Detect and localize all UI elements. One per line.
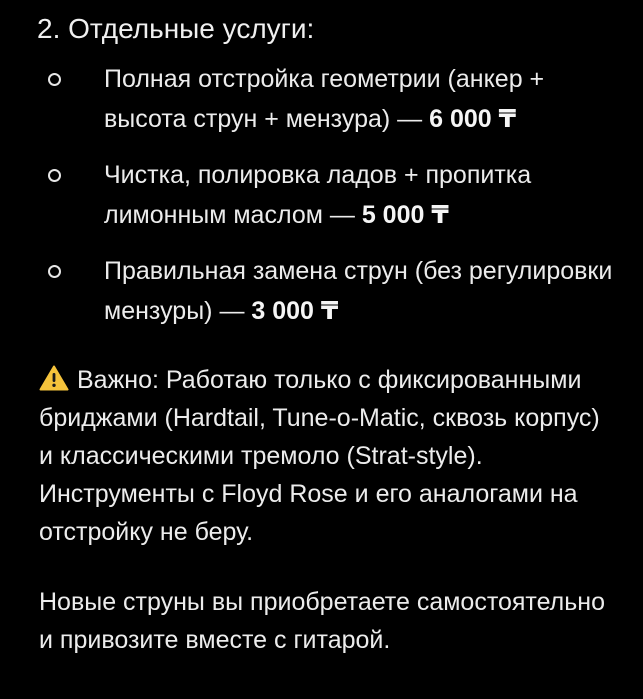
warning-paragraph: [39, 361, 619, 551]
warning-text: Важно: Работаю только с фиксированными бриджами (Hardtail, Tune-o-Matic, сквозь корпус) и классическими тремоло (Strat-style). Инструменты с Floyd Rose и его аналогами на отстройку не беру.: [39, 366, 600, 546]
service-text: Чистка, полировка ладов + пропитка лимонным маслом —: [104, 161, 532, 229]
bullet-circle-icon: [48, 73, 61, 86]
bullet-circle-icon: [48, 169, 61, 182]
service-text: Правильная замена струн (без регулировки мензуры) —: [104, 257, 613, 325]
note-paragraph: Новые струны вы приобретаете самостоятельно и привозите вместе с гитарой.: [39, 588, 605, 654]
service-price: 5 000 ₸: [361, 201, 449, 229]
service-text: Полная отстройка геометрии (анкер + высота струн + мензура) —: [104, 65, 545, 133]
warning-triangle-icon: [39, 365, 69, 391]
list-item: [0, 163, 643, 259]
list-item: [0, 67, 643, 163]
services-list: [0, 67, 643, 355]
service-price: 6 000 ₸: [429, 105, 517, 133]
service-price: 3 000 ₸: [251, 297, 339, 325]
list-item: [0, 259, 643, 355]
service-description: [104, 155, 614, 235]
bullet-circle-icon: [48, 265, 61, 278]
section-heading: 2. Отдельные услуги:: [37, 13, 315, 44]
service-description: [104, 251, 614, 331]
service-description: [104, 59, 614, 139]
